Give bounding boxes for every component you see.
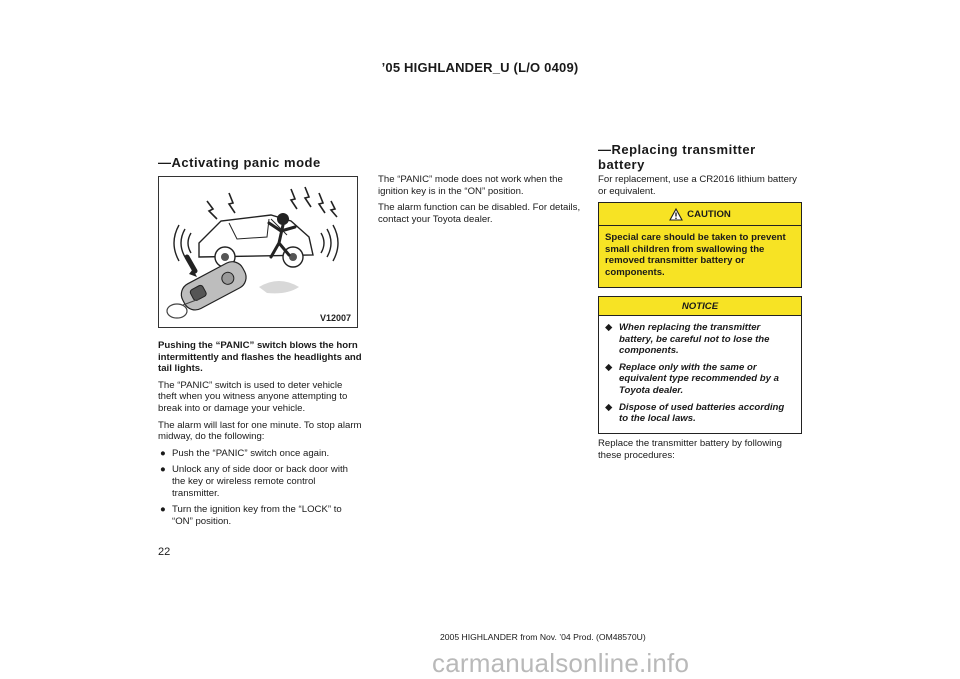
bullet-icon: ● bbox=[160, 504, 166, 516]
diamond-bullet-icon: ◆ bbox=[605, 322, 613, 333]
paragraph-alarm-disable: The alarm function can be disabled. For details, contact your Toyota dealer. bbox=[378, 202, 581, 225]
page-number: 22 bbox=[158, 546, 171, 558]
site-watermark: carmanualsonline.info bbox=[432, 648, 690, 678]
battery-outro: Replace the transmitter battery by following these procedures: bbox=[598, 438, 782, 461]
paragraph-panic-ignition: The “PANIC” mode does not work when the ignition key is in the “ON” position. bbox=[378, 174, 563, 197]
paragraph-alarm-duration: The alarm will last for one minute. To stop alarm midway, do the following: bbox=[158, 419, 362, 443]
list-item: ● Unlock any of side door or back door with the key or wireless remote control transmitter. bbox=[160, 464, 348, 499]
document-header-title: ’05 HIGHLANDER_U (L/O 0409) bbox=[381, 60, 579, 75]
left-column-text bbox=[158, 340, 362, 532]
bullet-icon: ● bbox=[160, 464, 166, 476]
notice-body bbox=[599, 316, 801, 425]
notice-title: NOTICE bbox=[599, 297, 801, 316]
battery-intro: For replacement, use a CR2016 lithium battery or equivalent. bbox=[598, 174, 797, 197]
caution-title: CAUTION bbox=[687, 208, 731, 220]
stop-alarm-list bbox=[158, 448, 362, 528]
list-item: ◆ Dispose of used batteries according to the local laws. bbox=[605, 401, 785, 425]
list-item: ◆ When replacing the transmitter battery, be careful not to lose the components. bbox=[605, 322, 770, 357]
caution-header bbox=[599, 203, 801, 226]
bullet-icon: ● bbox=[160, 447, 166, 459]
warning-triangle-icon bbox=[669, 208, 683, 221]
list-item: ◆ Replace only with the same or equivalent type recommended by a Toyota dealer. bbox=[605, 361, 779, 396]
diamond-bullet-icon: ◆ bbox=[605, 401, 613, 413]
document-footer: 2005 HIGHLANDER from Nov. ’04 Prod. (OM48570U) bbox=[440, 632, 646, 642]
caution-box bbox=[598, 202, 802, 288]
panic-mode-illustration bbox=[158, 176, 358, 328]
list-item: ● Push the “PANIC” switch once again. bbox=[160, 447, 330, 459]
middle-column-text bbox=[378, 174, 582, 230]
section-heading-panic-mode: —Activating panic mode bbox=[158, 155, 321, 170]
car-alarm-illustration bbox=[159, 177, 357, 327]
caution-text: Special care should be taken to prevent small children from swallowing the removed transmitter battery or components. bbox=[605, 232, 786, 278]
figure-caption: Pushing the “PANIC” switch blows the horn intermittently and flashes the headlights and tail lights. bbox=[158, 340, 362, 375]
diamond-bullet-icon: ◆ bbox=[605, 361, 613, 373]
paragraph-panic-purpose: The “PANIC” switch is used to deter vehicle theft when you witness anyone attempting to break into or damage your vehicle. bbox=[158, 379, 348, 414]
section-heading-replacing-battery: —Replacing transmitter battery bbox=[598, 142, 756, 172]
notice-box bbox=[598, 296, 802, 434]
list-item: ● Turn the ignition key from the “LOCK” to “ON” position. bbox=[160, 504, 342, 527]
figure-code: V12007 bbox=[319, 313, 351, 323]
